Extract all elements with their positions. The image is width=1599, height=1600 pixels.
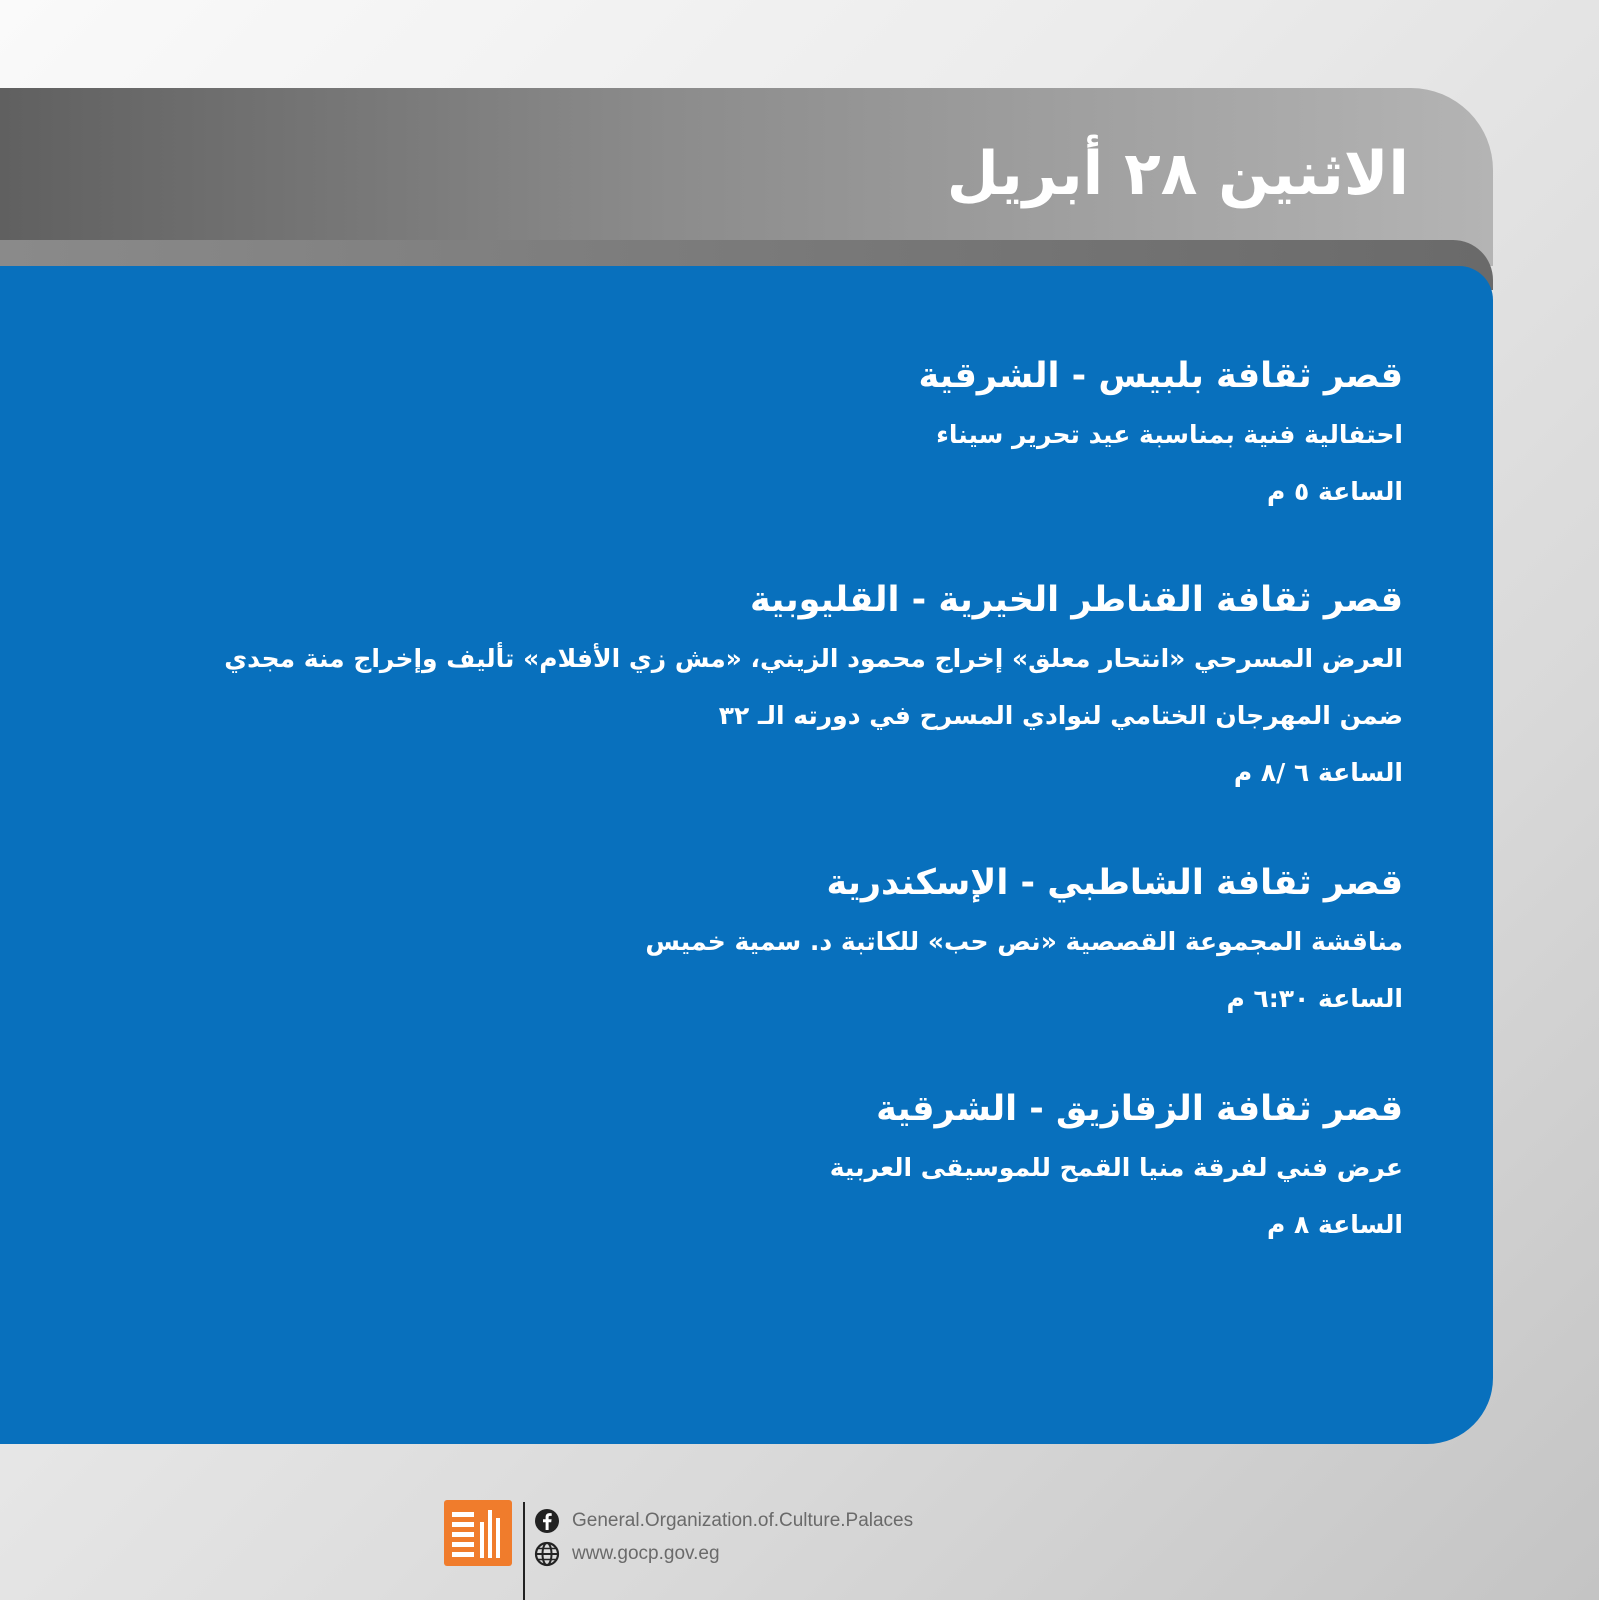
footer [444, 1500, 964, 1600]
event-time: الساعة ٥ م [1266, 477, 1403, 506]
event-item [123, 1079, 1403, 1253]
facebook-link[interactable] [534, 1507, 913, 1535]
event-description: العرض المسرحي «انتحار معلق» إخراج محمود الزيني، «مش زي الأفلام» تأليف وإخراج منة مجدي [224, 644, 1403, 673]
events-panel [0, 266, 1493, 1444]
event-description: ضمن المهرجان الختامي لنوادي المسرح في دورته الـ ٣٢ [718, 701, 1403, 730]
website-label: www.gocp.gov.eg [572, 1543, 720, 1564]
event-time: الساعة ٦:٣٠ م [1226, 984, 1403, 1013]
footer-divider [523, 1502, 525, 1600]
event-time: الساعة ٨ م [1266, 1210, 1403, 1239]
event-title: قصر ثقافة بلبيس - الشرقية [918, 356, 1403, 396]
event-title: قصر ثقافة الشاطبي - الإسكندرية [826, 863, 1403, 903]
event-description: مناقشة المجموعة القصصية «نص حب» للكاتبة د. سمية خميس [645, 927, 1403, 956]
facebook-label: General.Organization.of.Culture.Palaces [572, 1510, 914, 1531]
globe-icon [534, 1541, 560, 1567]
event-item [123, 570, 1403, 801]
event-item [123, 346, 1403, 520]
event-title: قصر ثقافة القناطر الخيرية - القليوبية [749, 580, 1403, 620]
event-item [123, 853, 1403, 1027]
event-description: عرض فني لفرقة منيا القمح للموسيقى العربية [829, 1153, 1403, 1182]
events-list [123, 346, 1403, 1253]
event-title: قصر ثقافة الزقازيق - الشرقية [876, 1089, 1403, 1129]
website-link[interactable] [534, 1540, 720, 1568]
event-description: احتفالية فنية بمناسبة عيد تحرير سيناء [936, 420, 1403, 449]
facebook-icon [534, 1508, 560, 1534]
event-time: الساعة ٦ /٨ م [1233, 758, 1403, 787]
gocp-logo [444, 1500, 512, 1566]
page-title: الاثنين ٢٨ أبريل [946, 139, 1409, 209]
